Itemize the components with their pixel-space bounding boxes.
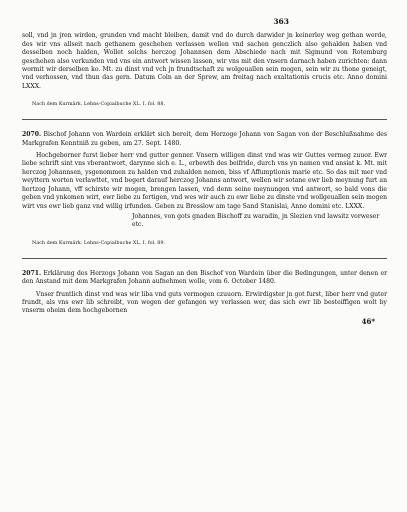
signature-mark: 46* [361, 316, 375, 326]
entry-2070-signature-text: Johannes, von gots gnaden Bischoff zu waradin, jn Slezien vnd lawsitz vorweser etc. [132, 212, 380, 229]
section-divider [22, 119, 387, 120]
entry-2071-body: Vnser fruntlich dinst vnd was wir liba vnd guts vermogen czuuorn. Erwirdigster jn got furst, liber herr vnd guter frundt, als vns ewr lib schreibt, von wegen der gefangen wy verlassen wer, das sich ewr lib besteiffigen wolt by vnserm oheim dem hochgebornen [22, 290, 387, 315]
top-section-text: soll, vnd jn jren wirden, grunden vnd macht bleiben, damit vnd do durch darwider jn keinerley weg gethan werde, des wir vns allseit nach gethanem geschehen verlassen wellen vnd sachen genczlich also gehalden haben vnd desselben noch halden, Wollet solchs herczog Johannsen dem Abschiede nach mit Sigmund von Rotemburg geschehen also verkunden vnd vns ein antwort wissen lassen, wir vns mit den vnsern darnach haben zurichten: dann wormit wir derselben ko. Mt. zu dinst vnd vch jn frundtschaft zu wolgeuallen sein mogen, sein wir zu thone geneigt, vnd verhossen, vnd thun das gern. Datum Coln an der Sprew, am freitag nach exaltationis crucis etc. Anno domini LXXX. [22, 32, 387, 90]
page-number: 363 [273, 17, 289, 26]
entry-2070-body: Hochgeborner furst lieber herr vnd gutter genner. Vnsern willigen dinst vnd was wir Guttes vermeg zuuor. Ewr liebe schrift sint vns vberantwort, darynne sich e. L., erbewth des beifride, durch vns yn namen vnd ansiat k. Mt. mit herczog Johannsen, ysgenommen zu halden vnd zuhalden nemen, biss vf Affumptionis marie etc. So das mit mer vnd weyttern worten verlawttet, vnd begert darauf herczog Johanns antwort, wellen wir sotane ewr lieb meynung furt an hertzog Johann, vff schirste wir mogen, brengen lassen, vnd denn seine meynungen vnd antwort, so bald vons die geben vnd ynkomen wirt, ewr liebe zu fertigen, vnd wes wir auch zu ewr liebe zu dinste vnd wollgeuallen sein mogen wirt vns ewr lieb ganz vnd willig irfunden. Geben zu Bresslow am tage Sand Stanislai, Anno domini etc. LXXX. [22, 152, 387, 210]
section-divider [22, 258, 387, 259]
entry-2070-signature [22, 213, 387, 230]
entry-2071-title: Erklärung des Herzogs Johann von Sagan an den Bischof von Wardein über die Bedingungen, unter denen er den Anstand mit dem Markgrafen Johann aufnehmen wolle, vom 6. October 1480. [22, 269, 388, 286]
entry-2071 [22, 270, 387, 326]
entry-2071-number: 2071. [22, 269, 42, 277]
entry-2070 [22, 131, 387, 246]
entry-2070-heading [22, 131, 387, 148]
entry-2070-source: Nach dem Kurmärk. Lehns-Copialbuche XL. I. fol. 89. [32, 239, 166, 246]
entry-2070-number: 2070. [22, 131, 42, 139]
entry-2070-title: Bischof Johann von Wardein erklärt sich bereit, dem Herzoge Johann von Sagan von der Beschlußnahme des Markgrafen Kenntniß zu geben, am 27. Sept. 1480. [22, 131, 388, 147]
entry-2071-heading [22, 270, 387, 287]
top-section-source: Nach dem Kurmärk. Lehns-Copialbuche XL. I. fol. 88. [32, 101, 166, 108]
